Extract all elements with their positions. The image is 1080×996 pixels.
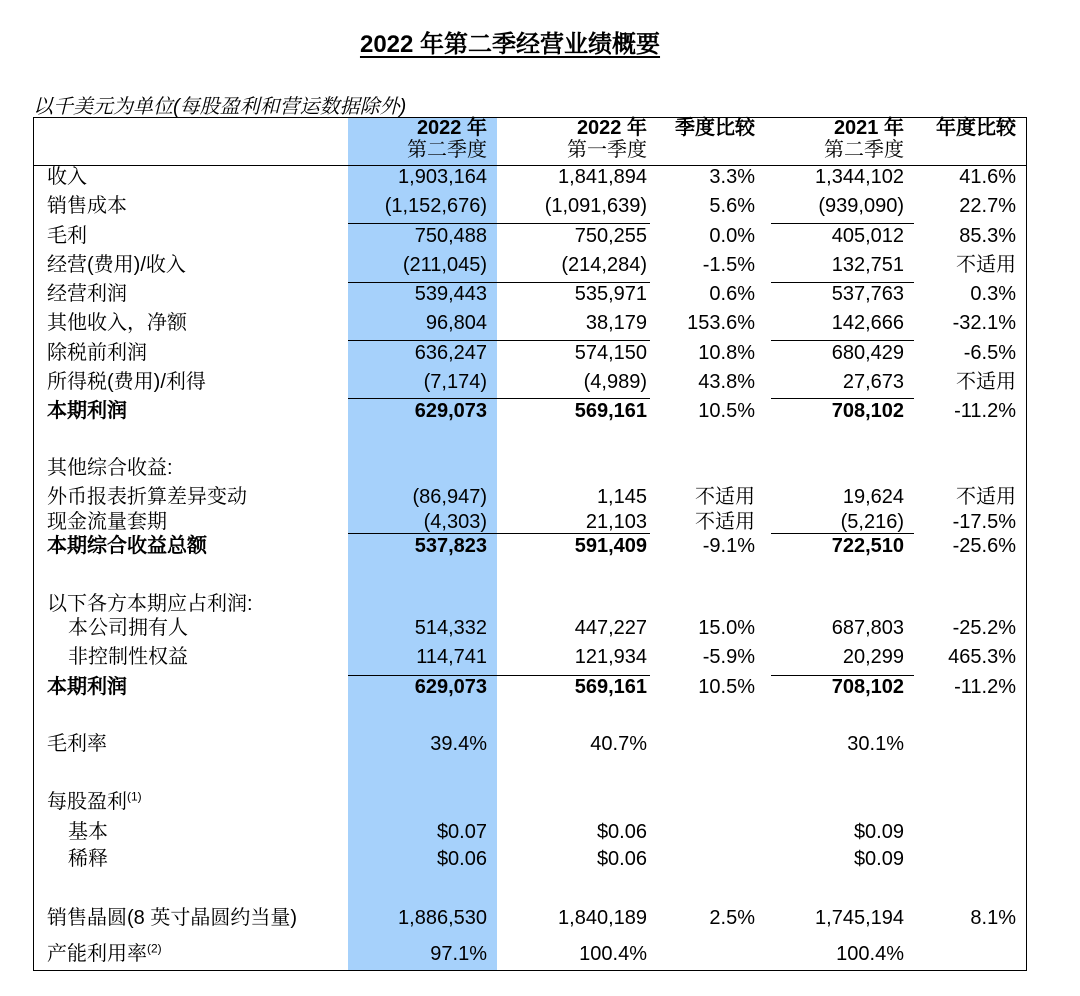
cell-q1-2022: 535,971 (574, 283, 647, 305)
cell-q2-2021: 708,102 (831, 676, 904, 698)
cell-q2-2021: 537,763 (831, 283, 904, 305)
cell-q1-2022: $0.06 (596, 821, 647, 843)
header-yoy: 年度比较 (936, 117, 1016, 139)
cell-qoq-change: 2.5% (709, 907, 755, 929)
cell-qoq-change: 10.5% (698, 400, 755, 422)
cell-q2-2021: 30.1% (847, 733, 904, 755)
row-label: 每股盈利$^{(1)}$ (47, 789, 142, 813)
row-label: 基本 (68, 821, 108, 843)
cell-q2-2022: $0.06 (436, 848, 487, 870)
row-label: 稀释 (68, 848, 108, 870)
cell-q2-2022: 39.4% (430, 733, 487, 755)
subtotal-rule (497, 340, 650, 341)
cell-yoy-change: -32.1% (952, 312, 1016, 334)
cell-q2-2022: (4,303) (423, 511, 487, 533)
row-label: 其他收入，净额 (47, 312, 187, 334)
cell-yoy-change: 465.3% (948, 646, 1016, 668)
cell-qoq-change: 43.8% (698, 371, 755, 393)
cell-q1-2022: 1,145 (596, 486, 647, 508)
subtotal-rule (497, 398, 650, 399)
cell-q2-2022: 1,886,530 (398, 907, 487, 929)
subtotal-rule (348, 223, 497, 224)
cell-q1-2022: 100.4% (579, 943, 647, 965)
row-label: 现金流量套期 (47, 511, 167, 533)
cell-qoq-change: -1.5% (702, 254, 755, 276)
cell-yoy-change: -25.2% (952, 617, 1016, 639)
cell-q1-2022: 121,934 (574, 646, 647, 668)
cell-q2-2022: (211,045) (402, 254, 487, 276)
cell-q1-2022: (4,989) (583, 371, 647, 393)
cell-q2-2022: 537,823 (414, 535, 487, 557)
cell-yoy-change: -11.2% (954, 400, 1016, 422)
footnote-marker: (2) (147, 941, 162, 956)
row-label: 本期利润 (47, 400, 127, 422)
cell-q1-2022: 1,841,894 (558, 166, 647, 188)
cell-q2-2021: 722,510 (831, 535, 904, 557)
cell-yoy-change: -6.5% (963, 342, 1016, 364)
subtotal-rule (348, 533, 497, 534)
row-label: 本期利润 (47, 676, 127, 698)
subtotal-rule (771, 282, 914, 283)
cell-qoq-change: 10.8% (698, 342, 755, 364)
subtotal-rule (771, 675, 914, 676)
cell-q1-2022: 21,103 (585, 511, 647, 533)
row-label: 所得税(费用)/利得 (47, 371, 206, 393)
row-label: 其他综合收益: (47, 457, 173, 479)
cell-yoy-change: -11.2% (954, 676, 1016, 698)
header-2021-q2: 2021 年 第二季度 (824, 117, 904, 161)
cell-q1-2022: 40.7% (590, 733, 647, 755)
subtotal-rule (348, 340, 497, 341)
row-label: 非控制性权益 (68, 646, 188, 668)
cell-qoq-change: 不适用 (695, 511, 755, 533)
cell-q1-2022: 569,161 (574, 676, 647, 698)
row-label: 毛利 (47, 225, 87, 247)
footnote-marker: (1) (127, 789, 142, 804)
cell-q2-2021: 405,012 (831, 225, 904, 247)
header-divider (33, 165, 1027, 166)
cell-q2-2021: 19,624 (842, 486, 904, 508)
cell-yoy-change: 不适用 (956, 486, 1016, 508)
cell-q1-2022: 574,150 (574, 342, 647, 364)
cell-q2-2021: (939,090) (818, 195, 904, 217)
row-label: 收入 (47, 166, 87, 188)
subtotal-rule (348, 282, 497, 283)
cell-q1-2022: 38,179 (585, 312, 647, 334)
cell-yoy-change: 22.7% (959, 195, 1016, 217)
row-label: 除税前利润 (47, 342, 147, 364)
cell-q2-2021: 132,751 (831, 254, 904, 276)
cell-q2-2022: 514,332 (414, 617, 487, 639)
cell-q2-2021: 20,299 (842, 646, 904, 668)
cell-q1-2022: 1,840,189 (558, 907, 647, 929)
cell-qoq-change: 不适用 (695, 486, 755, 508)
cell-q2-2021: 1,344,102 (815, 166, 904, 188)
cell-q2-2022: 629,073 (414, 400, 487, 422)
cell-q2-2021: (5,216) (840, 511, 904, 533)
cell-qoq-change: 0.6% (709, 283, 755, 305)
cell-q2-2021: $0.09 (853, 848, 904, 870)
cell-q2-2021: 1,745,194 (815, 907, 904, 929)
cell-yoy-change: 不适用 (956, 371, 1016, 393)
cell-q2-2022: 114,741 (416, 646, 487, 668)
header-2022-q1: 2022 年 第一季度 (567, 117, 647, 161)
subtotal-rule (771, 533, 914, 534)
subtotal-rule (497, 282, 650, 283)
subtotal-rule (771, 340, 914, 341)
cell-q2-2022: 636,247 (414, 342, 487, 364)
cell-q2-2021: 27,673 (842, 371, 904, 393)
row-label: 产能利用率$^{(2)}$ (47, 941, 162, 965)
subtotal-rule (348, 675, 497, 676)
cell-qoq-change: 10.5% (698, 676, 755, 698)
cell-qoq-change: 153.6% (687, 312, 755, 334)
subtotal-rule (771, 223, 914, 224)
cell-q2-2022: 750,488 (414, 225, 487, 247)
cell-yoy-change: -17.5% (952, 511, 1016, 533)
cell-qoq-change: 15.0% (698, 617, 755, 639)
row-label: 销售晶圆(8 英寸晶圆约当量) (47, 907, 297, 929)
cell-q2-2022: 96,804 (425, 312, 487, 334)
cell-q1-2022: 447,227 (574, 617, 647, 639)
cell-yoy-change: 0.3% (970, 283, 1016, 305)
cell-qoq-change: 3.3% (709, 166, 755, 188)
row-label: 销售成本 (47, 195, 127, 217)
cell-q2-2021: 100.4% (836, 943, 904, 965)
cell-q2-2022: 97.1% (430, 943, 487, 965)
cell-yoy-change: 41.6% (959, 166, 1016, 188)
row-label: 本公司拥有人 (68, 617, 188, 639)
cell-q1-2022: 569,161 (574, 400, 647, 422)
cell-yoy-change: -25.6% (952, 535, 1016, 557)
cell-yoy-change: 8.1% (970, 907, 1016, 929)
cell-q2-2022: (7,174) (423, 371, 487, 393)
cell-q1-2022: 750,255 (574, 225, 647, 247)
subtotal-rule (348, 398, 497, 399)
header-qoq: 季度比较 (675, 117, 755, 139)
cell-q1-2022: 591,409 (574, 535, 647, 557)
subtotal-rule (497, 223, 650, 224)
cell-q2-2021: 687,803 (831, 617, 904, 639)
cell-q2-2022: $0.07 (436, 821, 487, 843)
row-label: 外币报表折算差异变动 (47, 486, 247, 508)
cell-q2-2022: (1,152,676) (384, 195, 487, 217)
cell-q2-2022: 1,903,164 (398, 166, 487, 188)
row-label: 经营(费用)/收入 (47, 254, 186, 276)
row-label: 经营利润 (47, 283, 127, 305)
cell-q1-2022: (1,091,639) (544, 195, 647, 217)
header-2022-q2: 2022 年 第二季度 (407, 117, 487, 161)
cell-q2-2022: (86,947) (412, 486, 487, 508)
cell-q2-2021: 680,429 (831, 342, 904, 364)
row-label: 以下各方本期应占利润: (47, 593, 253, 615)
cell-yoy-change: 不适用 (956, 254, 1016, 276)
cell-q2-2022: 629,073 (414, 676, 487, 698)
cell-q1-2022: $0.06 (596, 848, 647, 870)
cell-q2-2021: $0.09 (853, 821, 904, 843)
cell-q2-2021: 142,666 (831, 312, 904, 334)
cell-qoq-change: 0.0% (709, 225, 755, 247)
cell-yoy-change: 85.3% (959, 225, 1016, 247)
subtotal-rule (497, 533, 650, 534)
cell-q2-2022: 539,443 (414, 283, 487, 305)
subtotal-rule (497, 675, 650, 676)
row-label: 毛利率 (47, 733, 107, 755)
row-label: 本期综合收益总额 (47, 535, 207, 557)
cell-qoq-change: 5.6% (709, 195, 755, 217)
subtotal-rule (771, 398, 914, 399)
cell-q2-2021: 708,102 (831, 400, 904, 422)
report-title: 2022 年第二季经营业绩概要 (359, 31, 661, 58)
cell-q1-2022: (214,284) (561, 254, 647, 276)
cell-qoq-change: -5.9% (702, 646, 755, 668)
cell-qoq-change: -9.1% (702, 535, 755, 557)
unit-note: 以千美元为单位(每股盈利和营运数据除外) (33, 96, 407, 118)
